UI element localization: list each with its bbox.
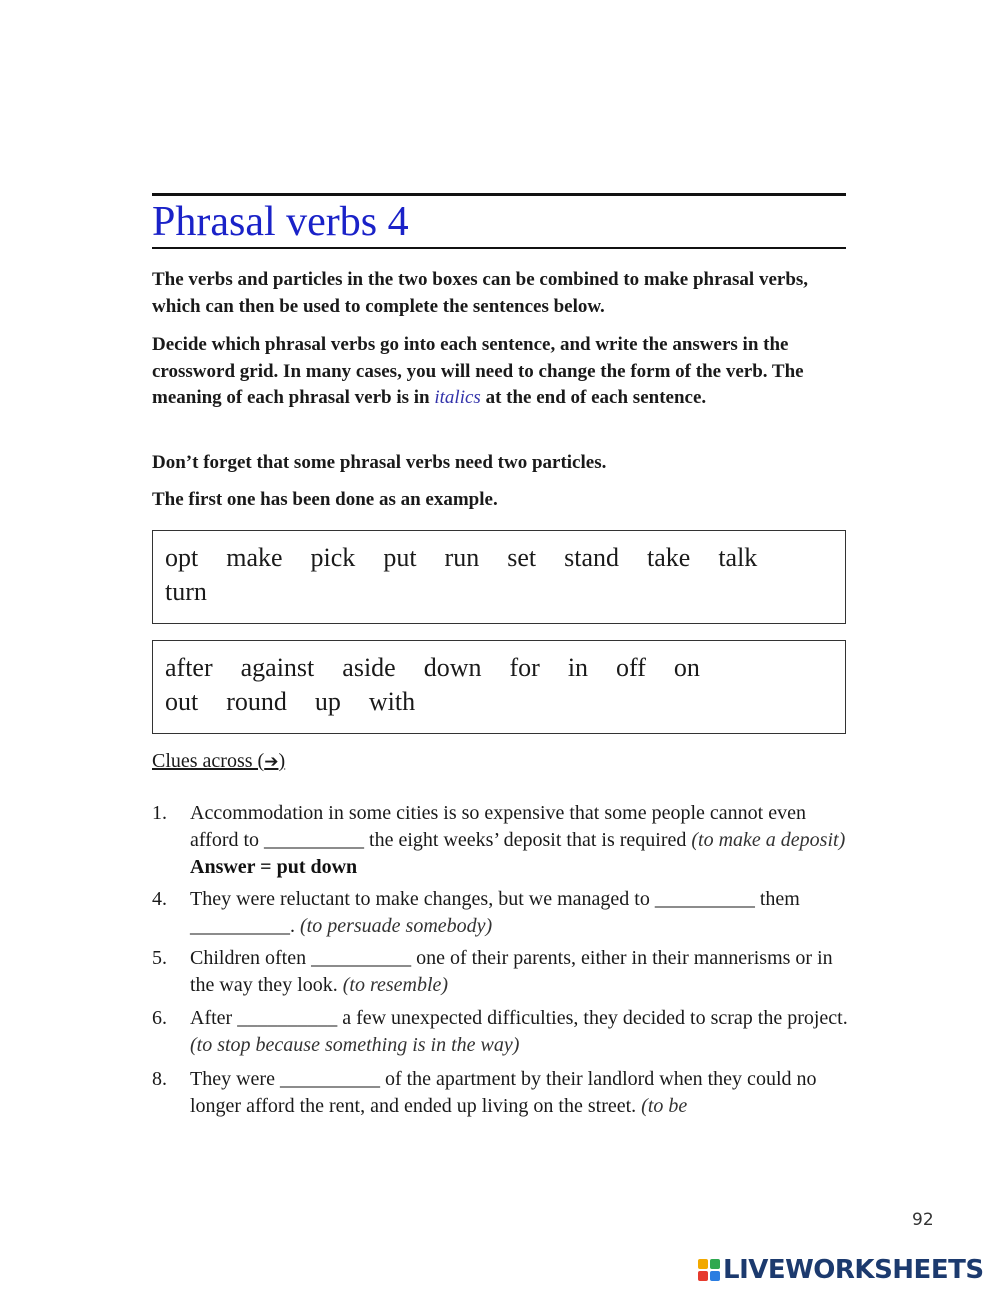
clue-number: 8.: [152, 1068, 167, 1090]
clue-number: 4.: [152, 888, 167, 910]
page-number: 92: [912, 1210, 934, 1230]
clue-meaning: (to make a deposit): [691, 829, 846, 851]
clue-body: [190, 800, 852, 881]
logo-tile: [698, 1271, 708, 1281]
particle-word: against: [240, 653, 315, 682]
clue-meaning: (to persuade somebody): [300, 915, 493, 937]
clue-answer: Answer = put down: [190, 856, 358, 878]
particle-word: out: [165, 687, 199, 716]
clue-meaning: (to stop because something is in the way): [190, 1034, 520, 1056]
instruction-two-particles: Don’t forget that some phrasal verbs need two particles.: [152, 452, 607, 473]
instruction-example: The first one has been done as an example.: [152, 489, 498, 510]
particle-word: for: [509, 653, 540, 682]
particle-word: down: [423, 653, 482, 682]
verbs-list: [165, 541, 785, 609]
verb-word: talk: [718, 543, 758, 572]
clue-meaning: (to be: [641, 1095, 688, 1117]
instruction-decide-end: at the end of each sentence.: [480, 387, 707, 408]
clue-text: After __________ a few unexpected difficulties, they decided to scrap the project.: [190, 1007, 848, 1029]
liveworksheets-logo[interactable]: [698, 1255, 984, 1285]
particle-word: aside: [342, 653, 396, 682]
particle-word: off: [616, 653, 646, 682]
particle-word: up: [314, 687, 341, 716]
clue-number: 6.: [152, 1007, 167, 1029]
verb-word: stand: [564, 543, 619, 572]
clue-text: They were __________ of the apartment by their landlord when they could no longer afford the rent, and ended up living on the street.: [190, 1068, 817, 1117]
italics-word: italics: [434, 387, 481, 408]
logo-tile: [710, 1271, 720, 1281]
verb-word: set: [507, 543, 537, 572]
clues-across-label: Clues across (: [152, 750, 265, 772]
title-top-rule: [152, 193, 846, 196]
clues-across-close: ): [278, 750, 286, 772]
instruction-decide: [152, 332, 846, 412]
particle-word: round: [226, 687, 287, 716]
particle-word: on: [673, 653, 700, 682]
liveworksheets-logo-icon: [698, 1259, 720, 1281]
particle-word: in: [567, 653, 589, 682]
title-bottom-rule: [152, 247, 846, 249]
clue-body: [190, 886, 852, 940]
clue-number: 5.: [152, 947, 167, 969]
instruction-decide-text: Decide which phrasal verbs go into each sentence, and write the answers in the crossword grid. In many cases, you will need to change the form of the verb. The meaning of each phrasal verb is in: [152, 334, 804, 408]
clue-text: Children often __________ one of their parents, either in their mannerisms or in the way they look.: [190, 947, 833, 996]
particles-list: [165, 651, 785, 719]
clues-across-heading: [152, 750, 285, 773]
clue-body: [190, 1005, 852, 1059]
verbs-box: [152, 530, 846, 624]
verb-word: make: [226, 543, 283, 572]
verb-word: pick: [310, 543, 356, 572]
verb-word: turn: [165, 577, 207, 606]
clue-text: Accommodation in some cities is so expensive that some people cannot even afford to __________ the eight weeks’ deposit that is required: [190, 802, 806, 851]
clue-meaning: (to resemble): [342, 974, 449, 996]
logo-text: LIVEWORKSHEETS: [723, 1255, 984, 1285]
clue-body: [190, 945, 852, 999]
particles-box: [152, 640, 846, 734]
clue-body: [190, 1066, 852, 1120]
instruction-intro: The verbs and particles in the two boxes can be combined to make phrasal verbs, which can then be used to complete the sentences below.: [152, 269, 809, 317]
particle-word: after: [165, 653, 213, 682]
clue-text: They were reluctant to make changes, but we managed to __________ them __________.: [190, 888, 800, 937]
verb-word: run: [444, 543, 480, 572]
verb-word: opt: [165, 543, 199, 572]
logo-tile: [698, 1259, 708, 1269]
verb-word: take: [647, 543, 691, 572]
logo-tile: [710, 1259, 720, 1269]
arrow-right-icon: ➔: [264, 752, 279, 772]
particle-word: with: [368, 687, 416, 716]
clue-number: 1.: [152, 802, 167, 824]
verb-word: put: [383, 543, 417, 572]
page-title: Phrasal verbs 4: [152, 199, 409, 245]
